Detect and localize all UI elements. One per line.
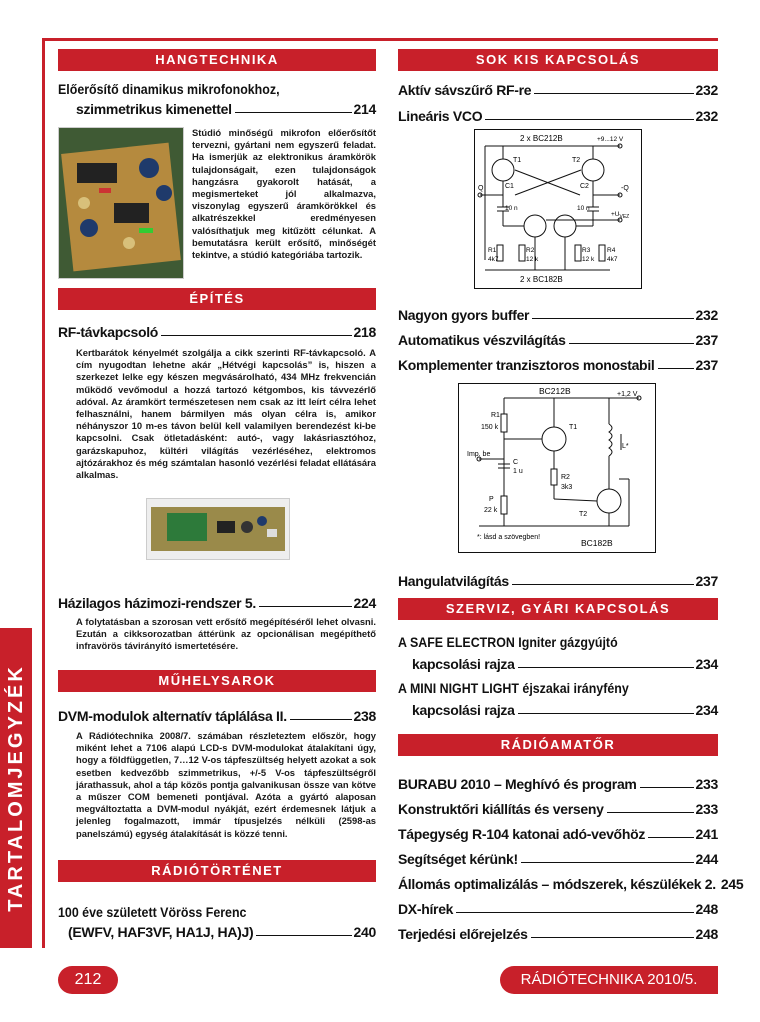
schem1-c2: C2 (580, 183, 589, 190)
entry-voross-title-1: 100 éve született Vöröss Ferenc (58, 905, 247, 920)
entry-title: BURABU 2010 – Meghívó és program (398, 776, 637, 792)
entry-title: Terjedési előrejelzés (398, 926, 528, 942)
page-number-badge: 212 (58, 966, 118, 994)
entry-burabu[interactable] (398, 774, 718, 792)
schem1-r1v: 4k7 (488, 256, 499, 263)
entry-page: 238 (353, 708, 376, 724)
schem1-c2v: 10 n (577, 205, 590, 212)
schem1-bottom-label: 2 x BC182B (520, 275, 563, 284)
schem1-vez: $+U_{VEZ}$ (611, 211, 630, 220)
section-hangtechnika: HANGTECHNIKA (58, 49, 376, 71)
entry-desc: Kertbarátok kényelmét szolgálja a cikk szerinti RF-távkapcsoló. A cím nyugodtan lehetne akár „Hétvégi kapcsolás” is, hiszen a szerkezet lelke egy készen megvásárolható, 434 MHz frekvencián működő vevőmodul a hozzá tartozó kétgombos, kis távvezérlő adóval. Az áramkört természetesen nem csak az itt leírt célra lehet felhasználni, hanem bármilyen más olyan célra is, amikor néhányszor 10 m-es távon belül kell valamilyen berendezést ki-be kapcsolni. Csak ötletadásként: autó-, vagy lakásriasztóhoz, garázskapuhoz, kültéri világítás vezérléséhez, elektromos ajtózárakhoz és még számtalan hasonló vezérlési feladat ellátására alkalmas. (76, 347, 376, 481)
schem1-supply: +9...12 V (597, 136, 624, 143)
entry-page: 245 (720, 876, 744, 892)
schematic-monostable (458, 383, 656, 553)
entry-dx-hirek[interactable] (398, 899, 718, 917)
photo-mic-preamp (58, 127, 184, 279)
schem1-nq: -Q (621, 185, 629, 192)
schem1-r4v: 4k7 (607, 256, 618, 263)
entry-mic-preamp-title-1: Előerősítő dinamikus mikrofonokhoz, (58, 82, 280, 97)
entry-page: 224 (353, 595, 376, 611)
entry-dvm[interactable] (58, 706, 376, 724)
schem1-top-label: 2 x BC212B (520, 134, 563, 143)
section-radioamator: RÁDIÓAMATŐR (398, 734, 718, 756)
section-sok-kis: SOK KIS KAPCSOLÁS (398, 49, 718, 71)
schem1-c1: C1 (505, 183, 514, 190)
entry-home-theater[interactable] (58, 593, 376, 611)
entry-allomas[interactable] (398, 874, 744, 892)
entry-title: Tápegység R-104 katonai adó-vevőhöz (398, 826, 646, 842)
entry-title: Állomás optimalizálás – módszerek, készülékek 2. (398, 876, 716, 892)
entry-title: (EWFV, HAF3VF, HA1J, HA)J) (68, 924, 254, 940)
sidebar-label: TARTALOMJEGYZÉK (5, 664, 27, 912)
section-radiotortenet: RÁDIÓTÖRTÉNET (58, 860, 376, 882)
schem2-cv: 1 u (513, 468, 523, 475)
frame-left-rule (42, 38, 45, 948)
schem1-c1v: 10 n (505, 205, 518, 212)
schem2-imp: Imp. be (467, 451, 491, 458)
entry-mic-preamp[interactable] (76, 99, 376, 117)
schem2-note: *: lásd a szövegben! (477, 534, 541, 541)
entry-title: RF-távkapcsoló (58, 324, 159, 340)
schem2-r2: R2 (561, 474, 570, 481)
schem1-r3v: 12 k (582, 256, 595, 263)
schem1-t1: T1 (513, 157, 522, 164)
entry-page: 234 (695, 702, 718, 718)
entry-title: Lineáris VCO (398, 108, 483, 124)
entry-title: Segítséget kérünk! (398, 851, 518, 867)
entry-page: 244 (695, 851, 718, 867)
entry-aktiv-savszuro[interactable] (398, 80, 718, 98)
entry-buffer[interactable] (398, 305, 718, 323)
entry-page: 232 (695, 82, 718, 98)
entry-title: DVM-modulok alternatív táplálása II. (58, 708, 287, 724)
entry-rf-switch[interactable] (58, 322, 376, 340)
schem2-t1: T1 (569, 424, 578, 431)
entry-page: 237 (695, 332, 718, 348)
entry-page: 248 (695, 901, 718, 917)
schem1-r1: R1 (488, 247, 497, 254)
schem1-r4: R4 (607, 247, 616, 254)
section-szerviz: SZERVIZ, GYÁRI KAPCSOLÁS (398, 598, 718, 620)
entry-page: 218 (353, 324, 376, 340)
entry-title: kapcsolási rajza (412, 702, 515, 718)
entry-title: DX-hírek (398, 901, 454, 917)
entry-title: Házilagos házimozi-rendszer 5. (58, 595, 256, 611)
entry-page: 232 (695, 307, 718, 323)
schem1-r3: R3 (582, 247, 591, 254)
section-muhelysarok: MŰHELYSAROK (58, 670, 376, 692)
schematic-vco (474, 129, 642, 289)
entry-title: Automatikus vészvilágítás (398, 332, 566, 348)
entry-linearis-vco[interactable] (398, 106, 718, 124)
entry-desc: A folytatásban a szorosan vett erősítő megépítéséről lehet olvasni. Ezután a cikksorozatban áttérünk az opcionálisan megépíthető infravörös távirányító ismertetésére. (76, 616, 376, 652)
schem2-r2v: 3k3 (561, 484, 573, 491)
entry-mini-night-title-1: A MINI NIGHT LIGHT éjszakai irányfény (398, 681, 629, 696)
entry-page: 232 (695, 108, 718, 124)
entry-title: Konstruktőri kiállítás és verseny (398, 801, 604, 817)
schem2-top-label: BC212B (539, 386, 571, 396)
entry-title: kapcsolási rajza (412, 656, 515, 672)
entry-konstruktori[interactable] (398, 799, 718, 817)
section-epites: ÉPÍTÉS (58, 288, 376, 310)
entry-safe-electron[interactable] (412, 654, 718, 672)
schem2-c: C (513, 459, 519, 466)
entry-title: Nagyon gyors buffer (398, 307, 530, 323)
entry-desc: A Rádiótechnika 2008/7. számában részleteztem először, hogy miként lehet a 7106 alapú LCD-s DVM-modulokat átalakítani úgy, hogy a földfüggetlen, 7…12 V-os tápfeszültség helyett azokat a sok esetben kedvezőbb szimmetrikus, +/-5 V-os tápfeszültségről járathassuk, ahol a táp közös pontja galvanikusan össze van kötve a műszer COM bemeneti pontjával. Azóta a gyártó alaposan megváltoztatta a DVM-modul nyákját, ezért érdemesnek látjuk a jelenleg fogalmazott, immár típusjelzés nélküli (2598-as panelszámú) egység átalakítását is közzé tenni. (76, 730, 376, 839)
schem2-p: P (489, 496, 494, 503)
entry-page: 240 (353, 924, 376, 940)
entry-page: 248 (695, 926, 718, 942)
entry-hangulatvilagitas[interactable] (398, 571, 718, 589)
frame-top-rule (42, 38, 718, 41)
entry-page: 233 (695, 801, 718, 817)
schem1-q: Q (478, 185, 484, 192)
schem2-l: L* (622, 443, 629, 450)
entry-title: Hangulatvilágítás (398, 573, 509, 589)
schem2-bottom-label: BC182B (581, 538, 613, 548)
entry-title: Aktív sávszűrő RF-re (398, 82, 532, 98)
entry-title: Komplementer tranzisztoros monostabil (398, 357, 655, 373)
schem2-r1v: 150 k (481, 424, 499, 431)
schem2-t2: T2 (579, 511, 588, 518)
schem1-r2v: 12 k (526, 256, 539, 263)
entry-page: 237 (695, 357, 718, 373)
entry-page: 234 (695, 656, 718, 672)
entry-page: 214 (353, 101, 376, 117)
schem1-r2: R2 (526, 247, 535, 254)
entry-safe-electron-title-1: A SAFE ELECTRON Igniter gázgyújtó (398, 635, 618, 650)
entry-tapegyseg[interactable] (398, 824, 718, 842)
schem2-supply: +1,2 V (617, 391, 638, 398)
entry-page: 237 (695, 573, 718, 589)
entry-mini-night[interactable] (412, 700, 718, 718)
schem2-pv: 22 k (484, 507, 498, 514)
entry-title: szimmetrikus kimenettel (76, 101, 232, 117)
entry-desc: Stúdió minőségű mikrofon előerősítőt tervezni, gyártani nem egyszerű feladat. Ha ismerjük az elektronikus áramkörök tulajdonságait, ezen tulajdonságok hangzásra gyakorolt hatását, a megismerteket jól alkalmazva, viszonylag egyszerű áramkörökkel és alkatrészekkel eredményesen valósíthatjuk meg kitűzött célunkat. A bemutatásra került erősítő, minőségét tekintve, a stúdió kategóriába tartozik. (192, 127, 376, 261)
entry-page: 241 (695, 826, 718, 842)
entry-terjedesi[interactable] (398, 924, 718, 942)
schem1-t2: T2 (572, 157, 581, 164)
magazine-issue-badge: RÁDIÓTECHNIKA 2010/5. (500, 966, 718, 994)
photo-rf-module (146, 498, 290, 560)
entry-voross[interactable] (68, 922, 376, 940)
entry-segitseget[interactable] (398, 849, 718, 867)
entry-veszvilagitas[interactable] (398, 330, 718, 348)
entry-page: 233 (695, 776, 718, 792)
schem2-r1: R1 (491, 412, 500, 419)
entry-monostabil[interactable] (398, 355, 718, 373)
